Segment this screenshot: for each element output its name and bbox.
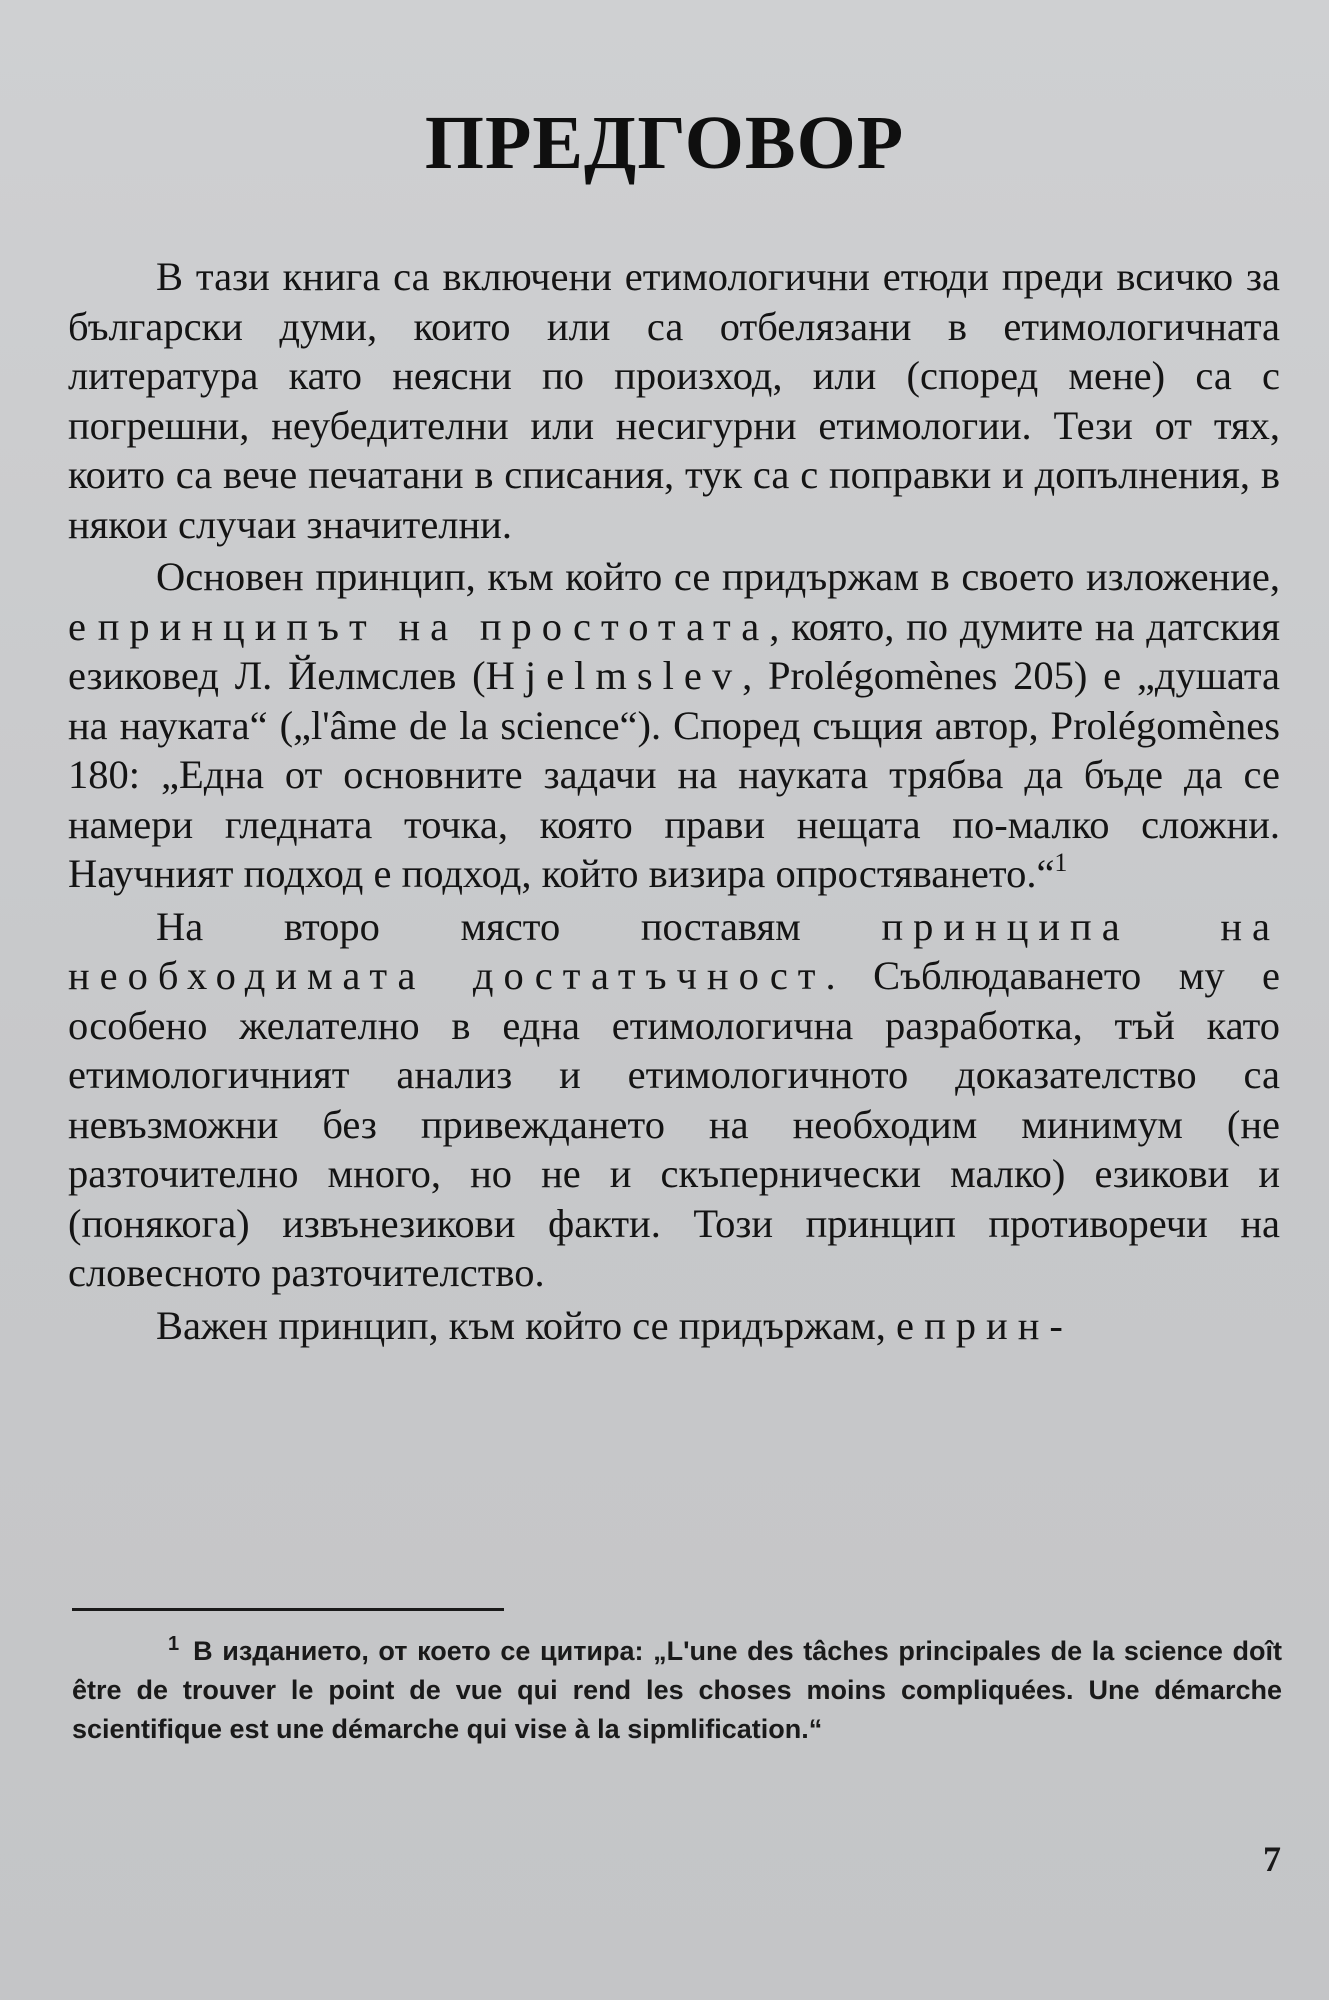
paragraph-2-text-b: , която, по думите на датския езиковед Л. Йелмслев ( xyxy=(68,603,1280,698)
paragraph-2-text-c: , Prolégomènes 205) е „душата на науката“ („l'âme de la science“). Според същия автор, Prolégomènes 180: „Една от основните задачи на науката трябва да бъде да се намери гледната точка, която прави нещата по-малко сложни. Научният подход е подход, който визира опростяването.“ xyxy=(68,653,1281,896)
paragraph-3-text-b: . Съблюдаването му е особено желателно в една етимологична разработка, тъй като етимологичният анализ и етимологичното доказателство са невъзможни без привеждането на необходим минимум (не разточително много, но не и скъпернически малко) езикови и (понякога) извънезикови факти. Този принцип противоречи на словесното разточителство. xyxy=(68,953,1281,1295)
footnote-text: В изданието, от което се цитира: „L'une des tâches principales de la science doît être de trouver le point de vue qui rend les choses moins compliquées. Une démarche scientifique est une démarche qui vise à la sipmlification.“ xyxy=(72,1636,1282,1744)
preface-body xyxy=(68,252,1280,1350)
paragraph-3-emphasis: принципа на необходимата достатъчност xyxy=(68,903,1281,998)
footnote xyxy=(72,1632,1282,1749)
paragraph-2-text-a: Основен принцип, към който се придържам в своето изложение, е xyxy=(68,554,1280,649)
paragraph-4-text: Важен принцип, към който се придържам, е xyxy=(156,1302,925,1348)
page-title: ПРЕДГОВОР xyxy=(424,101,905,185)
paragraph-2-emphasis-b: Hjelmslev xyxy=(485,653,743,698)
paragraph-1 xyxy=(68,252,1280,549)
paragraph-2 xyxy=(68,552,1280,899)
paragraph-3-text-a: На второ място поставям xyxy=(156,903,882,949)
footnote-mark: 1 xyxy=(168,1633,180,1655)
footnote-reference: 1 xyxy=(1054,848,1068,877)
footnote-divider xyxy=(72,1608,504,1611)
paragraph-3 xyxy=(68,902,1280,1298)
paragraph-1-text: В тази книга са включени етимологични етюди преди всичко за български думи, които или са отбелязани в етимологичната литература като неясни по произход, или (според мене) са с погрешни, неубедителни или несигурни етимологии. Тези от тях, които са вече печатани в списания, тук са с поправки и допълнения, в някои случаи значителни. xyxy=(68,254,1280,547)
page-number: 7 xyxy=(1263,1839,1281,1879)
paragraph-2-emphasis-a: принципът на простотата xyxy=(97,603,770,649)
paragraph-4-emphasis: прин- xyxy=(924,1302,1073,1348)
paragraph-4 xyxy=(68,1301,1280,1351)
